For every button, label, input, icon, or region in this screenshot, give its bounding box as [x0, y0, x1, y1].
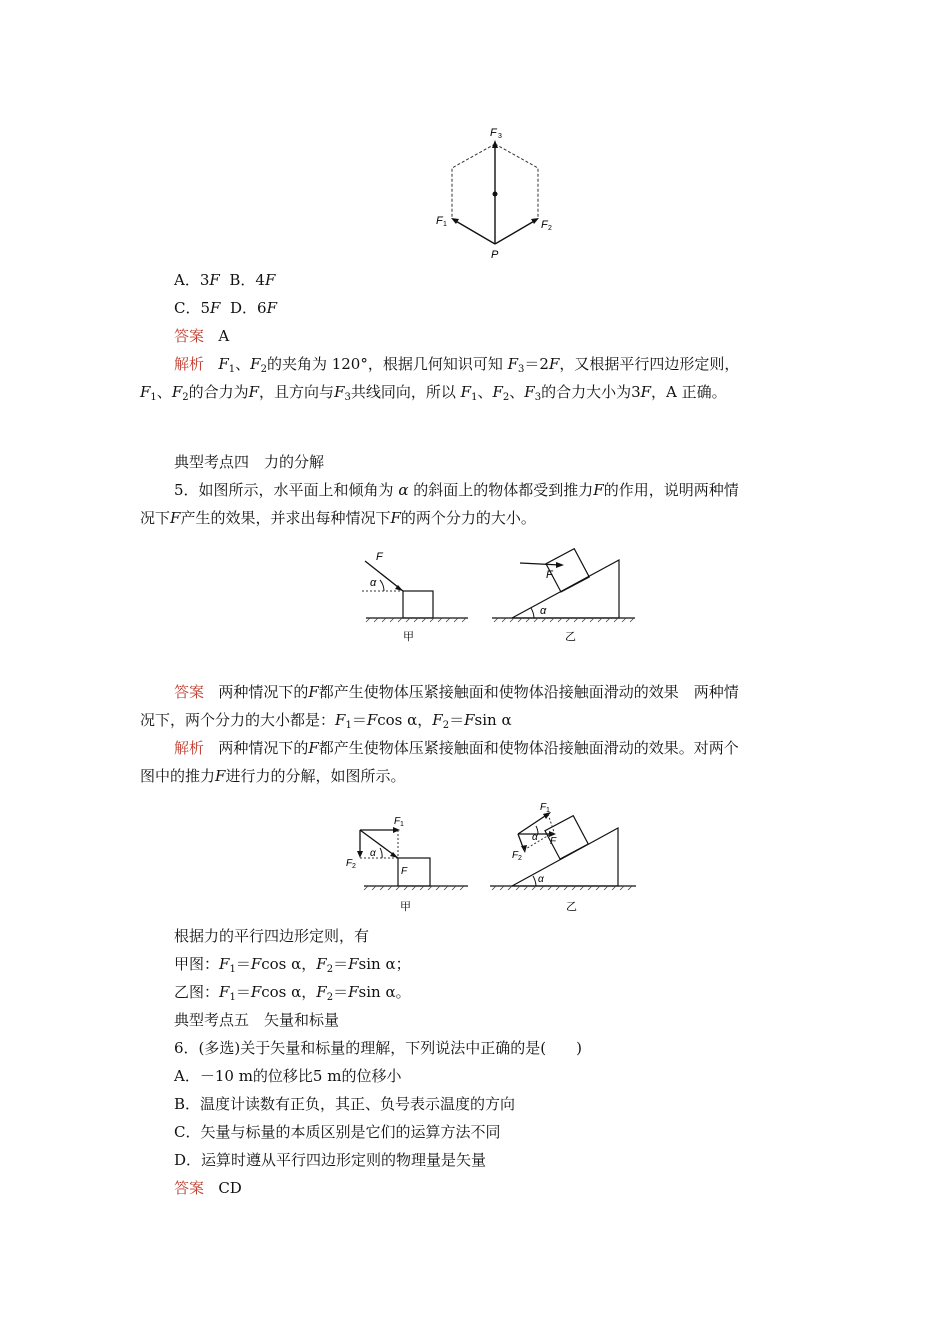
- q4-options-ab: A．3F B．4F: [174, 271, 276, 289]
- q4-analysis-line2: $F_1$、$F_2$的合力为F，且方向与$F_3$共线同向，所以 $F_1$、$F_2$、$F_3$的合力大小为3F，A 正确。: [140, 383, 727, 403]
- q5-analysis-line2: 图中的推力F进行力的分解，如图所示。: [140, 767, 406, 785]
- svg-text:乙: 乙: [566, 901, 577, 913]
- figure-yi: [492, 549, 635, 643]
- q5-analysis-line1: 解析 两种情况下的F都产生使物体压紧接触面和使物体沿接触面滑动的效果。对两个: [174, 739, 739, 757]
- q5-jia-eq: 甲图：$F_1=Fcos$ α，$F_2=Fsin$ α；: [174, 955, 411, 975]
- decomp-jia: [346, 816, 468, 913]
- q5-yi-eq: 乙图：$F_1=Fcos$ α，$F_2=Fsin$ α。: [174, 983, 411, 1003]
- q6-option-d: D．运算时遵从平行四边形定则的物理量是矢量: [174, 1151, 487, 1169]
- svg-text:2: 2: [518, 855, 522, 862]
- label-f1: F: [436, 215, 443, 227]
- q4-options-cd: C．5F D．6F: [174, 299, 277, 317]
- q5-answer-line1: 答案 两种情况下的F都产生使物体压紧接触面和使物体沿接触面滑动的效果 两种情: [174, 683, 739, 701]
- label-p: P: [491, 249, 499, 261]
- decomp-yi: [490, 802, 636, 913]
- q6-option-b: B．温度计读数有正负，其正、负号表示温度的方向: [174, 1095, 516, 1113]
- label-f2: F: [541, 219, 548, 231]
- label-f3-sub: 3: [498, 133, 502, 140]
- svg-text:F: F: [550, 836, 557, 847]
- svg-text:乙: 乙: [565, 631, 576, 643]
- svg-text:甲: 甲: [400, 901, 411, 913]
- svg-text:α: α: [370, 848, 376, 859]
- q6-stem: 6．(多选)关于矢量和标量的理解，下列说法中正确的是( ): [174, 1039, 582, 1057]
- label-f1-sub: 1: [443, 221, 447, 228]
- label-f2-sub: 2: [548, 225, 552, 232]
- q5-rule-line: 根据力的平行四边形定则，有: [174, 927, 370, 945]
- svg-text:F: F: [376, 551, 383, 563]
- svg-text:F: F: [546, 569, 553, 581]
- q5-stem-line1: 5．如图所示，水平面上和倾角为 α 的斜面上的物体都受到推力F的作用，说明两种情: [174, 481, 739, 499]
- q5-stem-line2: 况下F产生的效果，并求出每种情况下F的两个分力的大小。: [140, 509, 536, 527]
- svg-text:1: 1: [400, 821, 404, 828]
- q4-answer: 答案 A: [174, 327, 230, 345]
- svg-text:α: α: [532, 832, 538, 843]
- q4-analysis-line1: 解析 $F_1$、$F_2$的夹角为 120°，根据几何知识可知 $F_3=2F$，又根据平行四边形定则，: [174, 355, 740, 375]
- figure-jia: [362, 551, 468, 643]
- q5-answer-line2: 况下，两个分力的大小都是：$F_1=Fcos$ α，$F_2=Fsin$ α: [140, 711, 512, 731]
- svg-text:1: 1: [546, 807, 550, 814]
- q5-decomposition-figure: [340, 794, 652, 916]
- svg-text:α: α: [540, 605, 547, 617]
- q6-answer: 答案 CD: [174, 1179, 242, 1197]
- label-f3: F: [490, 127, 497, 139]
- svg-text:F: F: [394, 816, 401, 827]
- svg-text:甲: 甲: [403, 631, 414, 643]
- hexagon-force-figure: [430, 122, 560, 262]
- svg-text:F: F: [540, 802, 547, 813]
- svg-text:α: α: [538, 874, 544, 885]
- svg-text:F: F: [346, 858, 353, 869]
- q6-option-a: A．－10 m的位移比5 m的位移小: [174, 1067, 402, 1085]
- svg-text:F: F: [512, 850, 519, 861]
- section5-title: 典型考点五 矢量和标量: [174, 1011, 340, 1029]
- q6-option-c: C．矢量与标量的本质区别是它们的运算方法不同: [174, 1123, 501, 1141]
- section4-title: 典型考点四 力的分解: [174, 453, 325, 471]
- svg-text:F: F: [401, 866, 408, 877]
- svg-text:2: 2: [352, 863, 356, 870]
- q5-figure: [340, 536, 650, 654]
- svg-text:α: α: [370, 577, 377, 589]
